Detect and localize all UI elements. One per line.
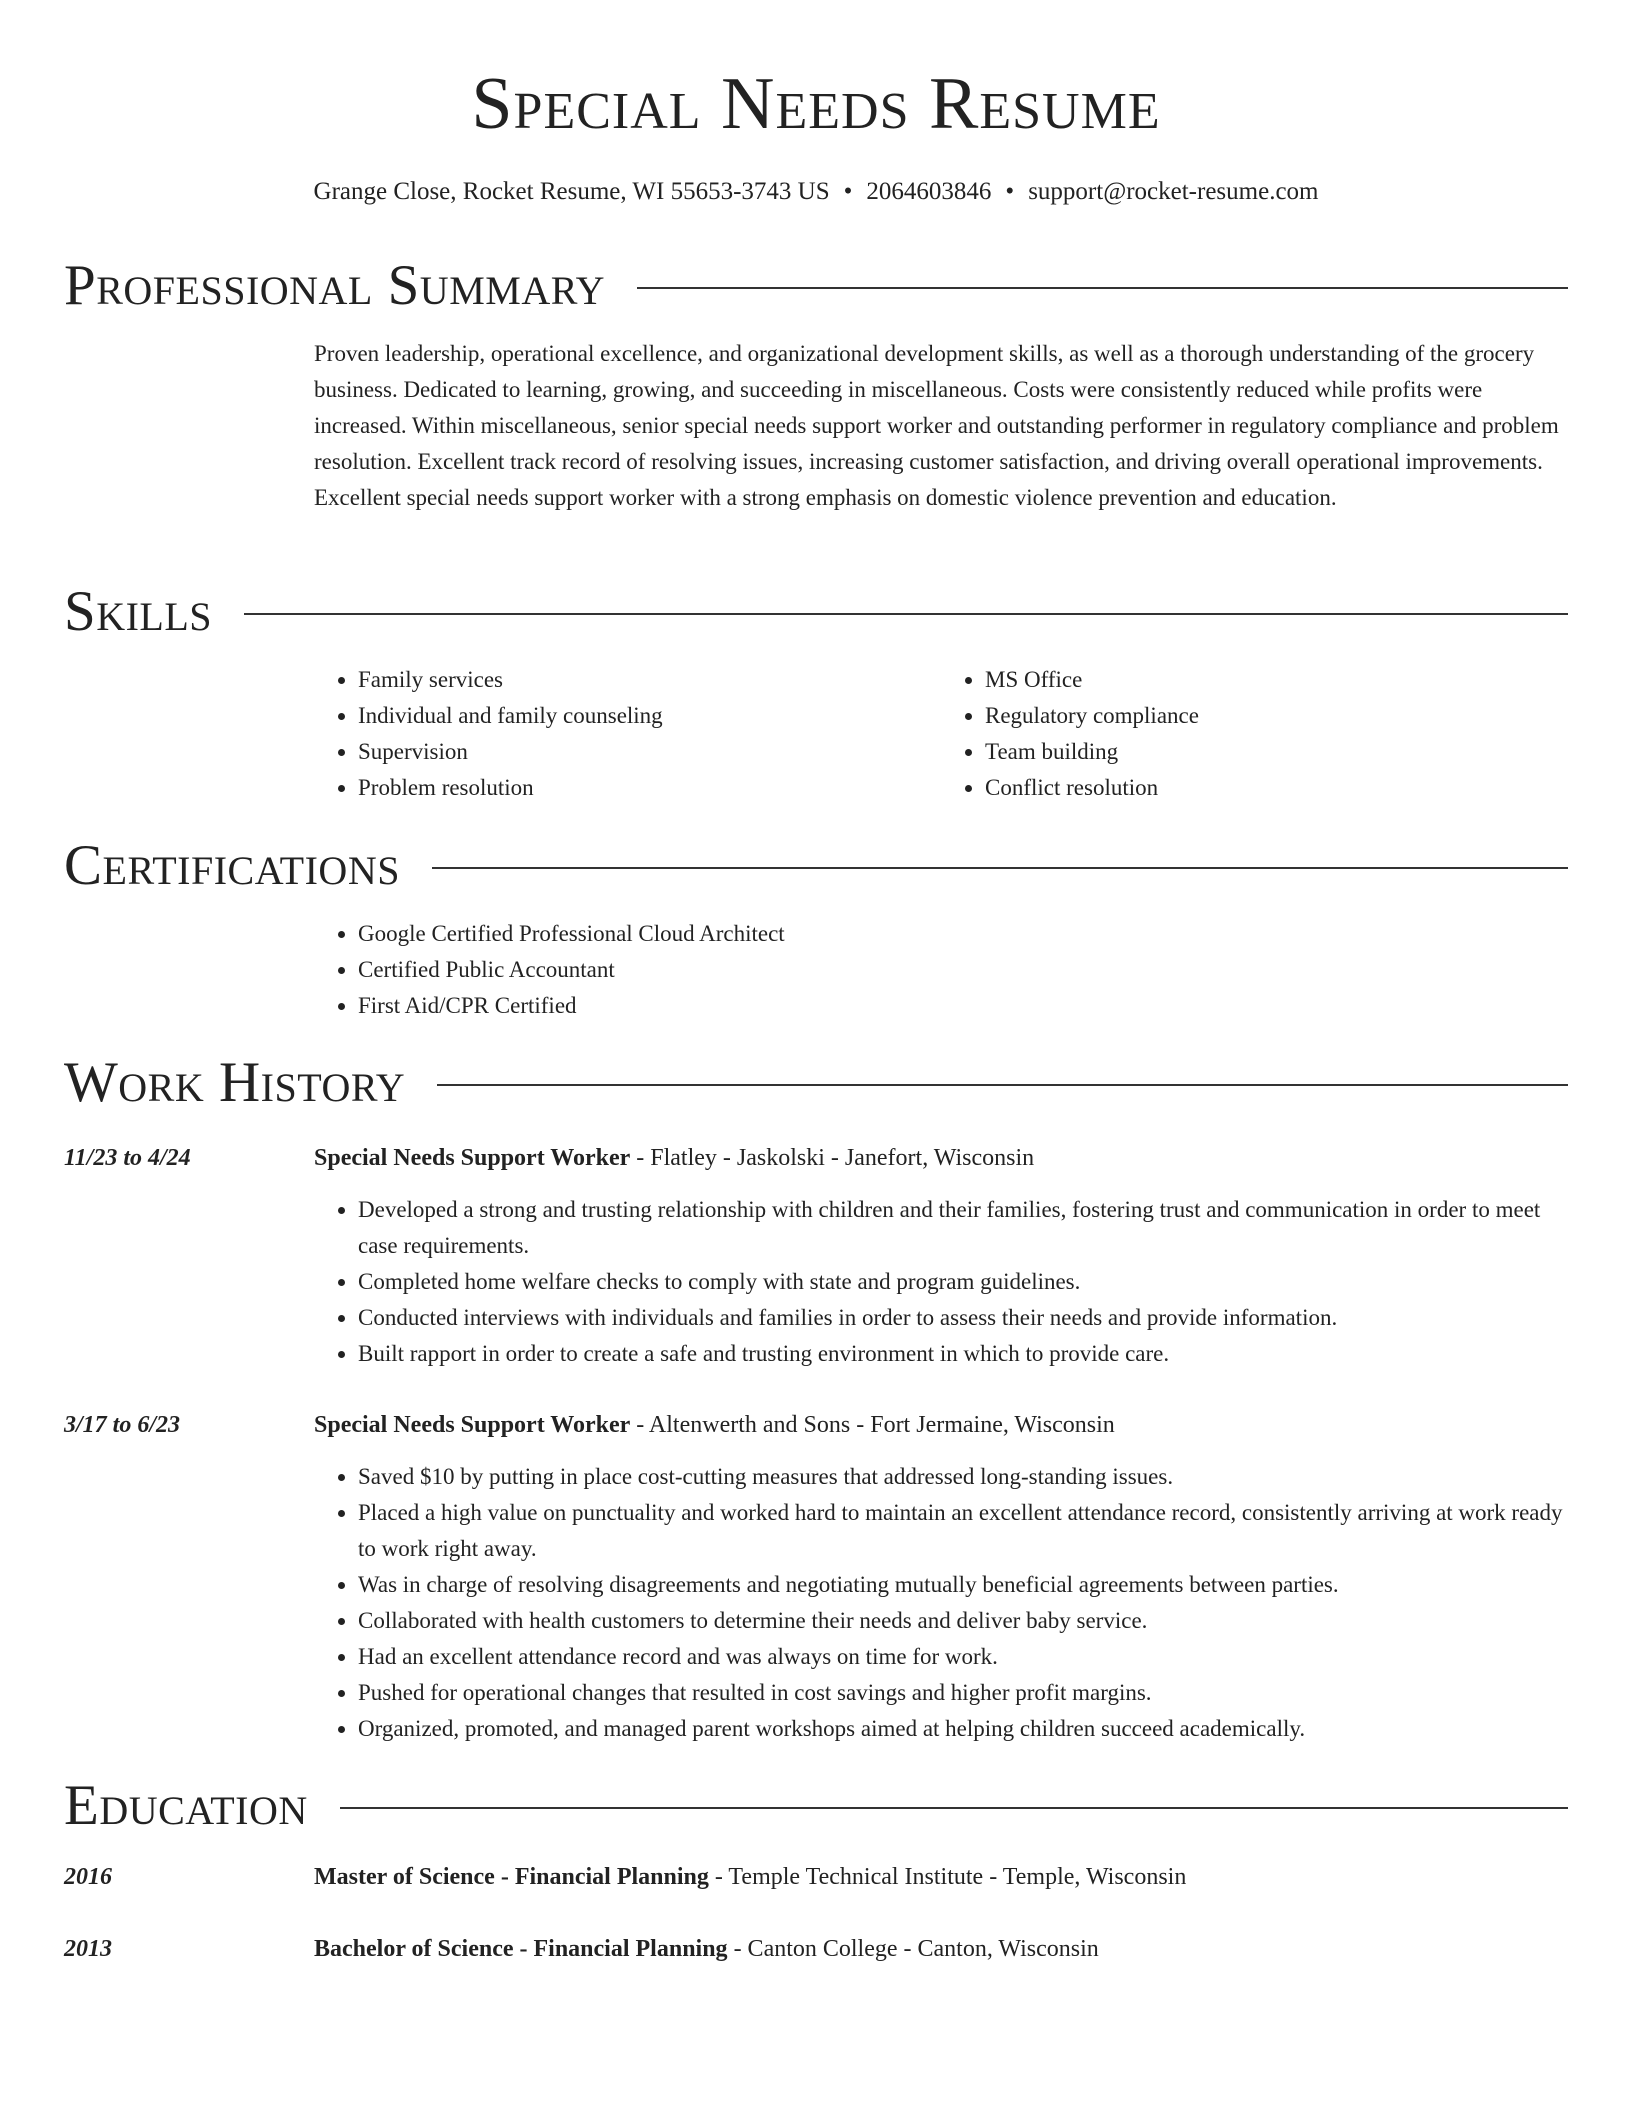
certification-item: • Certified Public Accountant — [358, 952, 1568, 988]
certifications-heading: Certifications — [64, 834, 400, 897]
job-entry — [314, 1140, 1568, 1372]
job-bullet: • Placed a high value on punctuality and worked hard to maintain an excellent attendance record, consistently arriving at work ready to work right away. — [358, 1495, 1568, 1567]
section-divider — [432, 867, 1568, 869]
work-section-header — [64, 1051, 1568, 1115]
job-title-line — [314, 1140, 1568, 1176]
skills-list-left — [314, 662, 941, 806]
job-bullet: • Collaborated with health customers to determine their needs and deliver baby service. — [358, 1603, 1568, 1639]
education-section-header — [64, 1774, 1568, 1838]
contact-separator: • — [843, 178, 853, 205]
skills-columns — [314, 662, 1568, 806]
job-bullets — [314, 1459, 1568, 1747]
summary-text: Proven leadership, operational excellence, and organizational development skills, as well as a thorough understanding of the grocery business. Dedicated to learning, growing, and succeeding in miscellaneous. Costs were consistently reduced while profits were increased. Within miscellaneous, senior special needs support worker and outstanding performer in regulatory compliance and problem resolution. Excellent track record of resolving issues, increasing customer satisfaction, and driving overall operational improvements. Excellent special needs support worker with a strong emphasis on domestic violence prevention and education. — [314, 341, 1559, 510]
job-dates: 3/17 to 6/23 — [64, 1412, 181, 1438]
skill-item: • Family services — [358, 662, 941, 698]
skills-list-right — [941, 662, 1568, 806]
job-bullet: • Organized, promoted, and managed parent workshops aimed at helping children succeed academically. — [358, 1711, 1568, 1747]
certifications-section-header — [64, 834, 1568, 898]
contact-line — [64, 174, 1568, 210]
skills-heading: Skills — [64, 580, 213, 643]
job-title-line — [314, 1407, 1568, 1443]
job-bullet: • Pushed for operational changes that resulted in cost savings and higher profit margins. — [358, 1675, 1568, 1711]
contact-separator: • — [1005, 178, 1015, 205]
section-divider — [437, 1084, 1568, 1086]
skills-section-header — [64, 580, 1568, 644]
section-divider — [637, 287, 1568, 289]
job-bullet: • Conducted interviews with individuals and families in order to assess their needs and provide information. — [358, 1300, 1568, 1336]
summary-heading: Professional Summary — [64, 254, 606, 317]
job-bullet: • Built rapport in order to create a safe and trusting environment in which to provide care. — [358, 1336, 1568, 1372]
skill-item: • Regulatory compliance — [985, 698, 1568, 734]
job-bullet: • Developed a strong and trusting relationship with children and their families, fostering trust and communication in order to meet case requirements. — [358, 1192, 1568, 1264]
education-year: 2013 — [64, 1936, 112, 1962]
work-heading: Work History — [64, 1051, 406, 1114]
skills-body — [314, 662, 1568, 806]
section-divider — [244, 613, 1568, 615]
certifications-list — [314, 916, 1568, 1024]
job-bullet: • Was in charge of resolving disagreements and negotiating mutually beneficial agreements between parties. — [358, 1567, 1568, 1603]
job-details: - Altenwerth and Sons - Fort Jermaine, Wisconsin — [630, 1412, 1115, 1438]
resume-title: Special Needs Resume — [471, 63, 1161, 145]
skill-item: • Team building — [985, 734, 1568, 770]
contact-address: Grange Close, Rocket Resume, WI 55653-3743 US — [313, 178, 830, 205]
education-line — [314, 1859, 1568, 1895]
contact-email: support@rocket-resume.com — [1028, 178, 1319, 205]
contact-phone: 2064603846 — [866, 178, 992, 205]
education-line — [314, 1931, 1568, 1967]
section-divider — [340, 1807, 1568, 1809]
job-bullets — [314, 1192, 1568, 1372]
education-degree: Master of Science - Financial Planning — [314, 1864, 709, 1890]
education-entry — [314, 1931, 1568, 1967]
education-year: 2016 — [64, 1864, 112, 1890]
skill-item: • Individual and family counseling — [358, 698, 941, 734]
skill-item: • MS Office — [985, 662, 1568, 698]
certification-item: • Google Certified Professional Cloud Architect — [358, 916, 1568, 952]
skill-item: • Conflict resolution — [985, 770, 1568, 806]
job-entry — [314, 1407, 1568, 1747]
job-title: Special Needs Support Worker — [314, 1145, 631, 1171]
job-title: Special Needs Support Worker — [314, 1412, 631, 1438]
education-details: - Canton College - Canton, Wisconsin — [727, 1936, 1099, 1962]
education-entry — [314, 1859, 1568, 1895]
summary-section-header — [64, 254, 1568, 318]
certification-item: • First Aid/CPR Certified — [358, 988, 1568, 1024]
certifications-body — [314, 916, 1568, 1024]
skill-item: • Problem resolution — [358, 770, 941, 806]
job-bullet: • Completed home welfare checks to comply with state and program guidelines. — [358, 1264, 1568, 1300]
job-bullet: • Had an excellent attendance record and was always on time for work. — [358, 1639, 1568, 1675]
skill-item: • Supervision — [358, 734, 941, 770]
education-details: - Temple Technical Institute - Temple, Wisconsin — [708, 1864, 1187, 1890]
summary-body — [314, 336, 1568, 516]
job-dates: 11/23 to 4/24 — [64, 1145, 191, 1171]
education-degree: Bachelor of Science - Financial Planning — [314, 1936, 728, 1962]
job-details: - Flatley - Jaskolski - Janefort, Wisconsin — [630, 1145, 1035, 1171]
job-bullet: • Saved $10 by putting in place cost-cutting measures that addressed long-standing issues. — [358, 1459, 1568, 1495]
education-heading: Education — [64, 1774, 308, 1837]
